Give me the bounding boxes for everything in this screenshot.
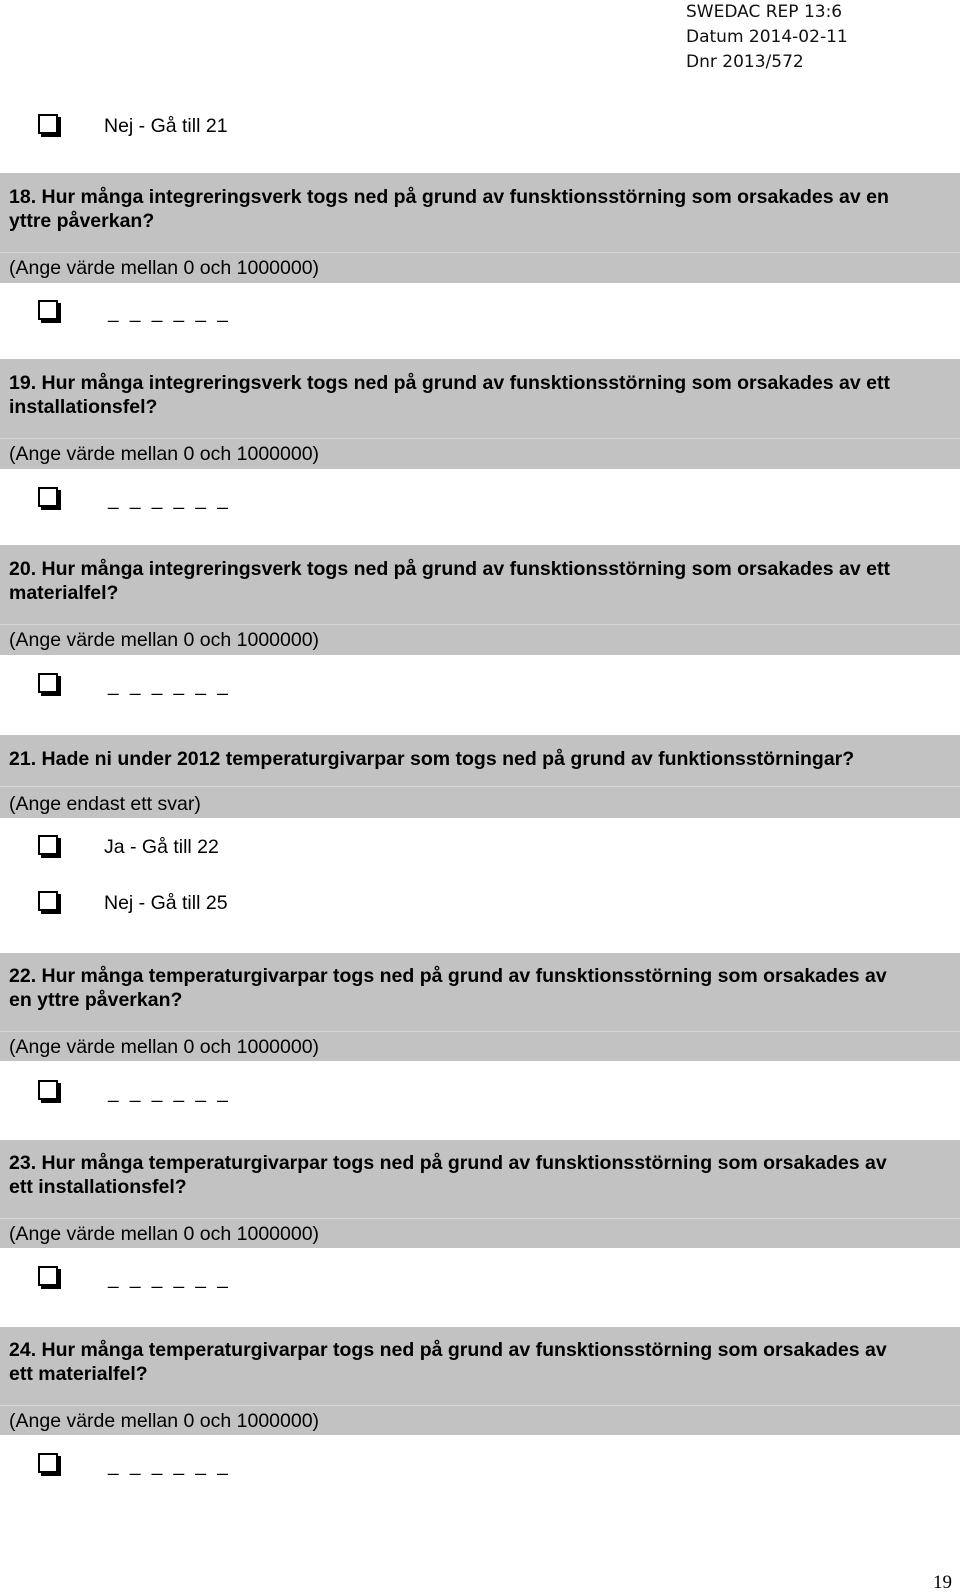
answer-checkbox[interactable] [38,673,58,693]
question-23 [0,1140,960,1248]
question-hint: (Ange värde mellan 0 och 1000000) [9,1410,320,1432]
question-hint: (Ange värde mellan 0 och 1000000) [9,1223,320,1245]
answer-field[interactable]: _ _ _ _ _ _ [108,675,231,696]
question-text: installationsfel? [9,396,158,418]
option-label: Nej - Gå till 21 [104,115,228,137]
question-19 [0,359,960,469]
question-text: ett installationsfel? [9,1176,187,1198]
option-label: Nej - Gå till 25 [104,892,228,914]
divider [0,1218,960,1219]
question-21 [0,735,960,818]
question-text: 22. Hur många temperaturgivarpar togs ned på grund av funsktionsstörning som orsakades av [9,965,887,987]
page-number: 19 [933,1572,952,1593]
question-22 [0,953,960,1061]
answer-checkbox[interactable] [38,1453,58,1473]
answer-field[interactable]: _ _ _ _ _ _ [108,1268,231,1289]
answer-field[interactable]: _ _ _ _ _ _ [108,1082,231,1103]
question-text: 20. Hur många integreringsverk togs ned på grund av funsktionsstörning som orsakades av ett [9,558,890,580]
question-hint: (Ange värde mellan 0 och 1000000) [9,257,320,279]
question-text: 21. Hade ni under 2012 temperaturgivarpar som togs ned på grund av funktionsstörningar? [9,748,855,770]
answer-field[interactable]: _ _ _ _ _ _ [108,489,231,510]
question-hint: (Ange endast ett svar) [9,793,201,815]
question-text: en yttre påverkan? [9,989,183,1011]
checkbox-ja-ga-till-22[interactable] [38,835,58,855]
answer-checkbox[interactable] [38,300,58,320]
question-hint: (Ange värde mellan 0 och 1000000) [9,1036,320,1058]
question-text: ett materialfel? [9,1363,148,1385]
divider [0,786,960,787]
divider [0,252,960,253]
question-text: 23. Hur många temperaturgivarpar togs ned på grund av funsktionsstörning som orsakades av [9,1152,887,1174]
question-24 [0,1327,960,1435]
checkbox-nej-ga-till-21[interactable] [38,114,58,134]
report-dnr: Dnr 2013/572 [686,52,804,72]
answer-checkbox[interactable] [38,1080,58,1100]
question-text: 19. Hur många integreringsverk togs ned på grund av funsktionsstörning som orsakades av ett [9,372,890,394]
question-18 [0,173,960,283]
checkbox-nej-ga-till-25[interactable] [38,891,58,911]
option-label: Ja - Gå till 22 [104,836,219,858]
answer-checkbox[interactable] [38,1266,58,1286]
question-text: 24. Hur många temperaturgivarpar togs ned på grund av funsktionsstörning som orsakades av [9,1339,887,1361]
answer-field[interactable]: _ _ _ _ _ _ [108,1455,231,1476]
report-id: SWEDAC REP 13:6 [686,2,843,22]
question-hint: (Ange värde mellan 0 och 1000000) [9,443,320,465]
divider [0,624,960,625]
divider [0,1405,960,1406]
question-hint: (Ange värde mellan 0 och 1000000) [9,629,320,651]
answer-checkbox[interactable] [38,487,58,507]
divider [0,1031,960,1032]
report-date: Datum 2014-02-11 [686,27,848,47]
divider [0,438,960,439]
question-20 [0,545,960,655]
document-header [686,0,848,75]
question-text: materialfel? [9,582,119,604]
question-text: 18. Hur många integreringsverk togs ned på grund av funsktionsstörning som orsakades av en [9,186,889,208]
answer-field[interactable]: _ _ _ _ _ _ [108,302,231,323]
question-text: yttre påverkan? [9,210,155,232]
